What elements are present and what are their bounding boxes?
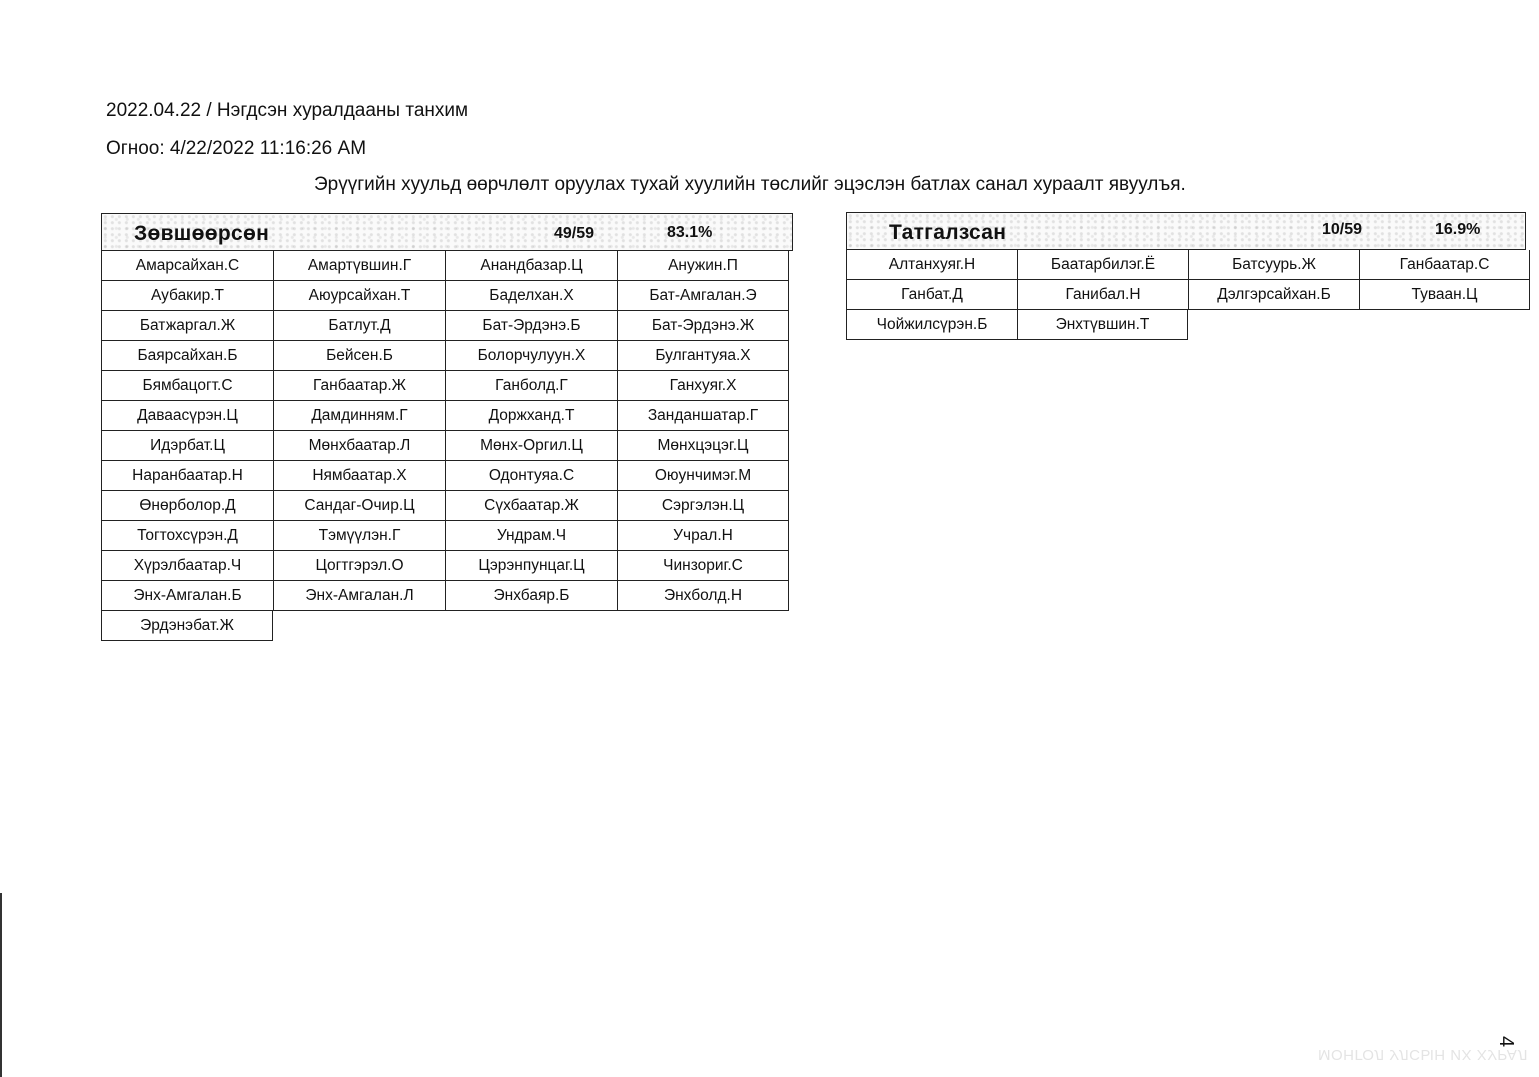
name-cell: Алтанхуяг.Н: [846, 250, 1017, 280]
approved-percent: 83.1%: [667, 224, 713, 241]
name-cell: Тэмүүлэн.Г: [273, 521, 445, 551]
name-cell: Наранбаатар.Н: [101, 461, 273, 491]
name-cell: Бат-Эрдэнэ.Ж: [617, 311, 789, 341]
name-cell: Батжаргал.Ж: [101, 311, 273, 341]
name-cell: Цогтгэрэл.О: [273, 551, 445, 581]
name-cell: Анандбазар.Ц: [445, 251, 617, 281]
name-cell: Учрал.Н: [617, 521, 789, 551]
name-cell: Даваасүрэн.Ц: [101, 401, 273, 431]
name-cell: Ганбаатар.С: [1359, 250, 1530, 280]
rejected-percent: 16.9%: [1435, 221, 1481, 238]
name-cell: Сүхбаатар.Ж: [445, 491, 617, 521]
name-cell: Сандаг-Очир.Ц: [273, 491, 445, 521]
name-cell: Энхтүвшин.Т: [1017, 310, 1188, 340]
name-cell: Хүрэлбаатар.Ч: [101, 551, 273, 581]
name-cell: Амартүвшин.Г: [273, 251, 445, 281]
name-cell: Мөнхцэцэг.Ц: [617, 431, 789, 461]
name-cell: Батсуурь.Ж: [1188, 250, 1359, 280]
name-cell: Батлут.Д: [273, 311, 445, 341]
name-cell: Ганболд.Г: [445, 371, 617, 401]
name-cell: Анужин.П: [617, 251, 789, 281]
name-cell: Энх-Амгалан.Б: [101, 581, 273, 611]
name-cell: Оюунчимэг.М: [617, 461, 789, 491]
name-cell: Болорчулуун.Х: [445, 341, 617, 371]
rejected-names-table: [846, 250, 1526, 340]
rejected-label: Татгалзсан: [889, 221, 1007, 244]
name-cell: Ганбаатар.Ж: [273, 371, 445, 401]
name-cell: Мөнх-Оргил.Ц: [445, 431, 617, 461]
name-cell: Занданшатар.Г: [617, 401, 789, 431]
vote-motion-title: Эрүүгийн хуульд өөрчлөлт оруулах тухай хуулийн төслийг эцэслэн батлах санал хураалт явуулъя.: [314, 174, 1186, 195]
name-cell: Тогтохсүрэн.Д: [101, 521, 273, 551]
session-date-place: 2022.04.22 / Нэгдсэн хуралдааны танхим: [106, 100, 469, 121]
approved-votes-block: [101, 213, 793, 641]
name-cell: Бямбацогт.С: [101, 371, 273, 401]
name-cell: Доржханд.Т: [445, 401, 617, 431]
name-cell: Бат-Эрдэнэ.Б: [445, 311, 617, 341]
name-cell: Сэргэлэн.Ц: [617, 491, 789, 521]
name-cell: Энхболд.Н: [617, 581, 789, 611]
name-cell: Баатарбилэг.Ё: [1017, 250, 1188, 280]
name-cell: Цэрэнпунцаг.Ц: [445, 551, 617, 581]
name-cell: Аюурсайхан.Т: [273, 281, 445, 311]
scan-edge-mark: [0, 893, 2, 1077]
name-cell: Ганхуяг.Х: [617, 371, 789, 401]
rejected-header: [846, 212, 1526, 250]
name-cell: Ганибал.Н: [1017, 280, 1188, 310]
name-cell: Ундрам.Ч: [445, 521, 617, 551]
name-cell: Өнөрболор.Д: [101, 491, 273, 521]
name-cell: Нямбаатар.Х: [273, 461, 445, 491]
name-cell: Баделхан.Х: [445, 281, 617, 311]
name-cell: Бат-Амгалан.Э: [617, 281, 789, 311]
name-cell: Дэлгэрсайхан.Б: [1188, 280, 1359, 310]
footer-watermark: МОНГОЛ УЛСЫН ИХ ХУРАЛ: [1318, 1046, 1528, 1063]
approved-names-table: [101, 251, 793, 641]
name-cell: Чинзориг.С: [617, 551, 789, 581]
approved-header: [101, 213, 793, 251]
name-cell: Туваан.Ц: [1359, 280, 1530, 310]
name-cell: Амарсайхан.С: [101, 251, 273, 281]
vote-timestamp: Огноо: 4/22/2022 11:16:26 AM: [106, 138, 367, 159]
name-cell: Бейсен.Б: [273, 341, 445, 371]
name-cell: Одонтуяа.С: [445, 461, 617, 491]
approved-label: Зөвшөөрсөн: [134, 222, 270, 245]
rejected-count: 10/59: [1322, 221, 1363, 238]
name-cell: Ганбат.Д: [846, 280, 1017, 310]
name-cell: Булгантуяа.Х: [617, 341, 789, 371]
page-number: 4: [1495, 1035, 1518, 1048]
name-cell: Аубакир.Т: [101, 281, 273, 311]
approved-count: 49/59: [554, 225, 595, 242]
rejected-votes-block: [846, 212, 1526, 340]
name-cell: Энхбаяр.Б: [445, 581, 617, 611]
name-cell: Энх-Амгалан.Л: [273, 581, 445, 611]
name-cell: Чойжилсүрэн.Б: [846, 310, 1017, 340]
name-cell: Баярсайхан.Б: [101, 341, 273, 371]
name-cell: Дамдинням.Г: [273, 401, 445, 431]
name-cell: Идэрбат.Ц: [101, 431, 273, 461]
name-cell: Эрдэнэбат.Ж: [101, 611, 273, 641]
name-cell: Мөнхбаатар.Л: [273, 431, 445, 461]
